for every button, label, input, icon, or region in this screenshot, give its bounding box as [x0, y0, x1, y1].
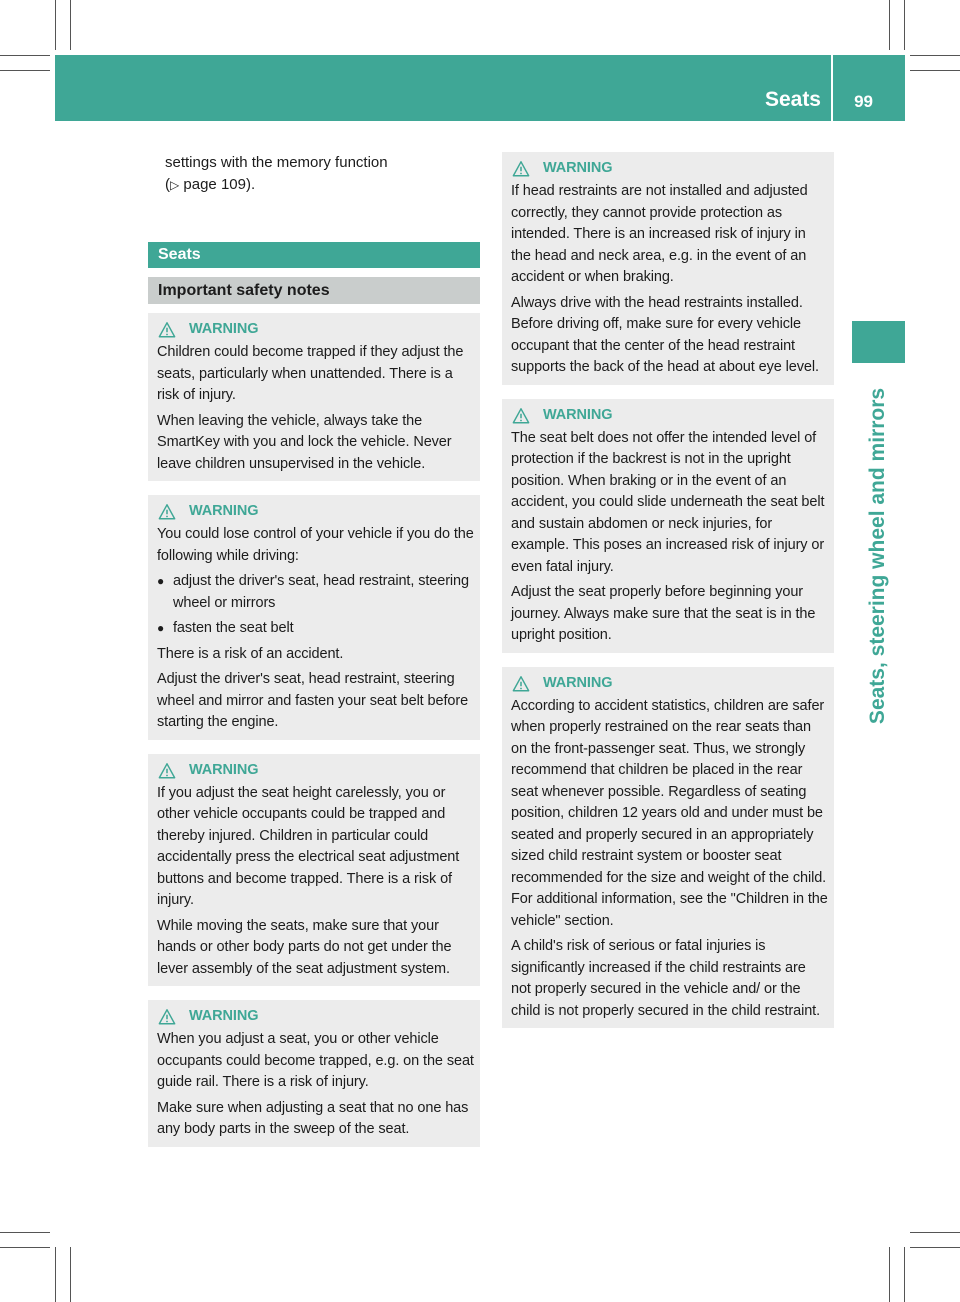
warning-text: There is a risk of an accident. [157, 645, 344, 662]
warning-title [157, 1005, 474, 1029]
warning-text: If head restraints are not installed and adjusted correctly, they cannot provide protection as intended. There is an increased risk of injury in the head and neck area, e.g. in the event of an accident or when braking. [511, 183, 808, 285]
warning-triangle-icon [158, 321, 176, 339]
page-reference-link[interactable]: page 109). [183, 175, 256, 193]
subsection-heading: Important safety notes [148, 277, 480, 304]
warning-title [511, 404, 828, 428]
warning-box [148, 313, 480, 481]
intro-line-1: settings with the memory function [165, 154, 388, 171]
warning-text: Children could become trapped if they adjust the seats, particularly when unattended. There is a risk of injury. [157, 344, 464, 403]
warning-box [502, 667, 834, 1029]
bullet-text: fasten the seat belt [173, 620, 294, 636]
bullet-icon: ● [157, 621, 165, 635]
warning-triangle-icon [158, 762, 176, 780]
warning-box [502, 399, 834, 653]
crop-mark [904, 0, 905, 50]
warning-box [148, 1000, 480, 1147]
crop-mark [910, 55, 960, 56]
page-ref-icon: ▷ [170, 177, 180, 192]
warning-text: You could lose control of your vehicle if you do the following while driving: [157, 526, 474, 564]
warning-label: WARNING [543, 406, 613, 423]
header-divider [831, 55, 833, 121]
side-tab-marker [852, 321, 905, 363]
warning-text: When leaving the vehicle, always take the SmartKey with you and lock the vehicle. Never leave children unsupervised in the vehicle. [157, 412, 452, 472]
warning-label: WARNING [543, 674, 613, 691]
warning-box [148, 754, 480, 987]
side-tab-label: Seats, steering wheel and mirrors [866, 387, 889, 725]
warning-text: The seat belt does not offer the intended level of protection if the backrest is not in the upright position. When braking or in the event of an accident, you could slide underneath the seat belt and sustain abdomen or neck injuries, for example. This poses an increased risk of injury or even fatal injury. [511, 429, 825, 575]
crop-mark [55, 0, 56, 50]
bullet-item [157, 571, 474, 614]
warning-triangle-icon [512, 675, 530, 693]
bullet-text: adjust the driver's seat, head restraint, steering wheel or mirrors [173, 573, 469, 611]
page-header [55, 55, 905, 121]
crop-mark [0, 55, 50, 56]
crop-mark [0, 1247, 50, 1248]
bullet-item [157, 618, 474, 640]
crop-mark [55, 1247, 56, 1302]
warning-text: Adjust the seat properly before beginning your journey. Always make sure that the seat is in the upright position. [511, 584, 816, 643]
warning-title [157, 318, 474, 342]
crop-mark [70, 1247, 71, 1302]
warning-text: Make sure when adjusting a seat that no one has any body parts in the sweep of the seat. [157, 1099, 469, 1137]
warning-text: Adjust the driver's seat, head restraint, steering wheel and mirror and fasten your seat belt before starting the engine. [157, 671, 469, 730]
bullet-icon: ● [157, 574, 165, 588]
warning-text: If you adjust the seat height carelessly, you or other vehicle occupants could be trapped and thereby injured. Children in particular could accidentally press the electrical seat adjustment buttons and become trapped. There is a risk of injury. [157, 784, 460, 908]
intro-text [148, 152, 480, 196]
warning-label: WARNING [189, 503, 259, 520]
warning-text: A child's risk of serious or fatal injuries is significantly increased if the child restraints are not properly secured in the vehicle and/ or the child is not properly secured in the child restraint. [511, 938, 821, 1019]
warning-text: While moving the seats, make sure that your hands or other body parts do not get under the lever assembly of the seat adjustment system. [157, 917, 452, 977]
crop-mark [889, 1247, 890, 1302]
crop-mark [910, 1247, 960, 1248]
warning-text: When you adjust a seat, you or other vehicle occupants could become trapped, e.g. on the seat guide rail. There is a risk of injury. [157, 1031, 474, 1090]
warning-box [148, 495, 480, 740]
warning-triangle-icon [158, 1008, 176, 1026]
warning-triangle-icon [512, 160, 530, 178]
warning-title [157, 500, 474, 524]
warning-title [511, 672, 828, 696]
warning-label: WARNING [189, 761, 259, 778]
crop-mark [910, 1232, 960, 1233]
crop-mark [910, 70, 960, 71]
warning-text: According to accident statistics, children are safer when properly restrained on the rear seats than on the front-passenger seat. Thus, we strongly recommend that children be placed in the rear seat whenever possible. Regardless of seating position, children 12 years old and under must be seated and properly secured in an appropriately sized child restraint system or booster seat recommended for the size and weight of the child. For additional information, see the "Children in the vehicle" section. [511, 697, 828, 929]
page-number: 99 [854, 92, 873, 111]
warning-box [502, 152, 834, 385]
intro-line-2: (▷ page 109). [165, 175, 256, 193]
crop-mark [0, 70, 50, 71]
right-column [502, 152, 834, 1042]
warning-label: WARNING [189, 1008, 259, 1025]
left-column [148, 152, 480, 1161]
warning-title [511, 157, 828, 181]
warning-label: WARNING [543, 160, 613, 177]
header-title: Seats [764, 88, 821, 111]
warning-triangle-icon [158, 503, 176, 521]
warning-text: Always drive with the head restraints installed. Before driving off, make sure for every vehicle occupant that the center of the head restraint supports the back of the head at about eye level. [511, 294, 819, 375]
crop-mark [904, 1247, 905, 1302]
crop-mark [70, 0, 71, 50]
section-heading: Seats [148, 242, 480, 268]
crop-mark [0, 1232, 50, 1233]
warning-title [157, 759, 474, 783]
warning-label: WARNING [189, 321, 259, 338]
warning-triangle-icon [512, 407, 530, 425]
crop-mark [889, 0, 890, 50]
